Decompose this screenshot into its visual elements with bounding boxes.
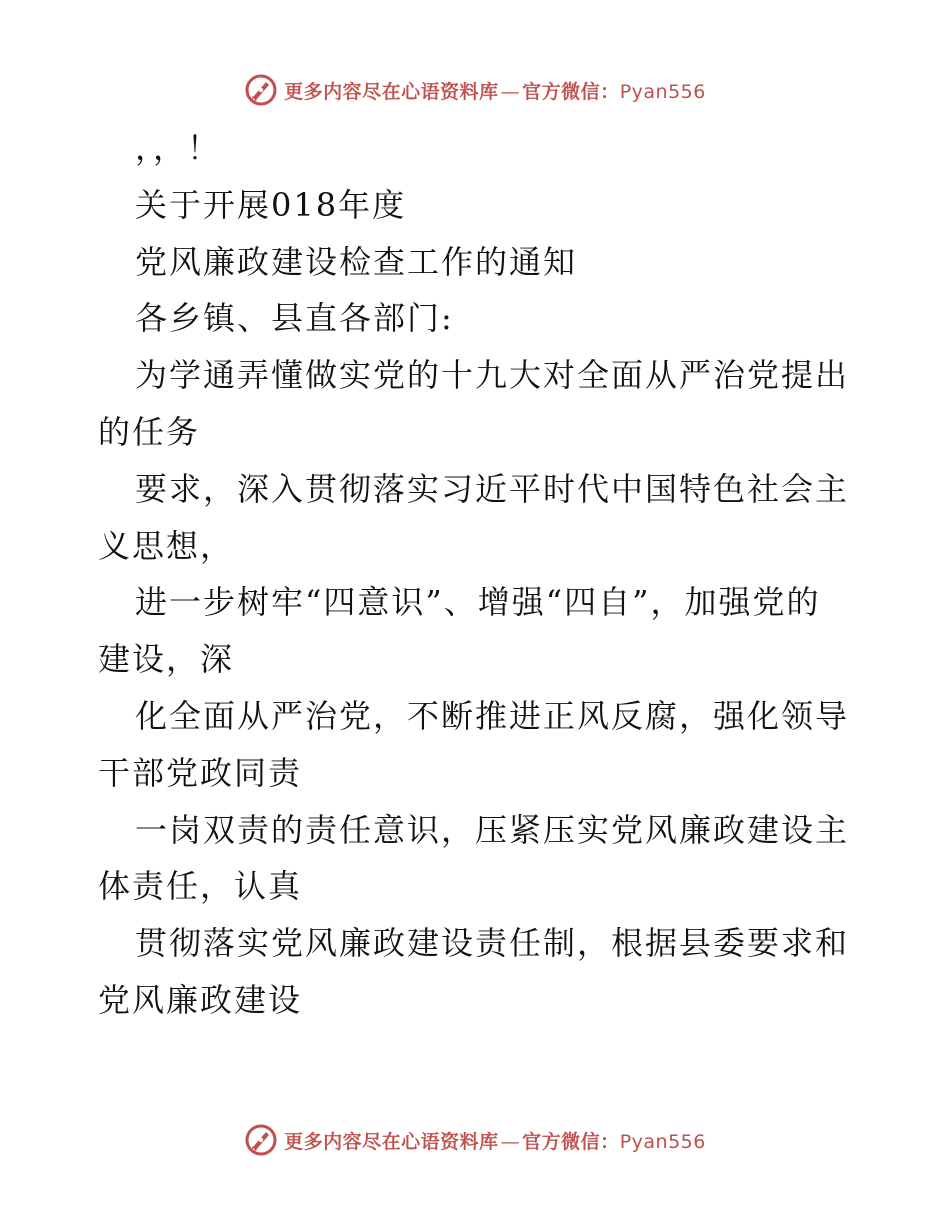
footer-banner-handle: Pyan556 [619, 1130, 706, 1153]
footer-banner [0, 1120, 950, 1160]
paragraph-title-line-1: 关于开展018年度 [135, 185, 407, 224]
paragraph-addressee: 各乡镇、县直各部门: [135, 299, 454, 338]
header-banner-main: 更多内容尽在心语资料库 [284, 80, 499, 103]
header-banner-dash: — [500, 80, 521, 103]
footer-banner-sub: 官方微信： [522, 1130, 620, 1153]
document-body [98, 120, 850, 1029]
pen-logo-icon [244, 73, 278, 107]
footer-banner-text [284, 1127, 706, 1154]
paragraph-body-2: 要求，深入贯彻落实习近平时代中国特色社会主义思想， [98, 469, 850, 565]
paragraph-body-5: 一岗双责的责任意识，压紧压实党风廉政建设主体责任，认真 [98, 810, 850, 906]
footer-banner-inner [244, 1123, 706, 1157]
header-banner-handle: Pyan556 [619, 80, 706, 103]
paragraph-title-line-2: 党风廉政建设检查工作的通知 [135, 242, 578, 281]
header-banner-inner [244, 73, 706, 107]
paragraph-body-1: 为学通弄懂做实党的十九大对全面从严治党提出的任务 [98, 356, 850, 451]
paragraph-body-3: 进一步树牢“四意识”、增强“四自”，加强党的建设，深 [98, 583, 821, 679]
paragraph-exclaim: ，，！ [135, 129, 222, 167]
paragraph-body-6: 贯彻落实党风廉政建设责任制，根据县委要求和党风廉政建设 [98, 924, 850, 1019]
header-banner-text [284, 77, 706, 104]
pen-logo-icon [244, 1123, 278, 1157]
header-banner [0, 70, 950, 110]
header-banner-sub: 官方微信： [522, 80, 620, 103]
footer-banner-dash: — [500, 1130, 521, 1153]
footer-banner-main: 更多内容尽在心语资料库 [284, 1130, 499, 1153]
paragraph-body-4: 化全面从严治党，不断推进正风反腐，强化领导干部党政同责 [98, 696, 850, 792]
